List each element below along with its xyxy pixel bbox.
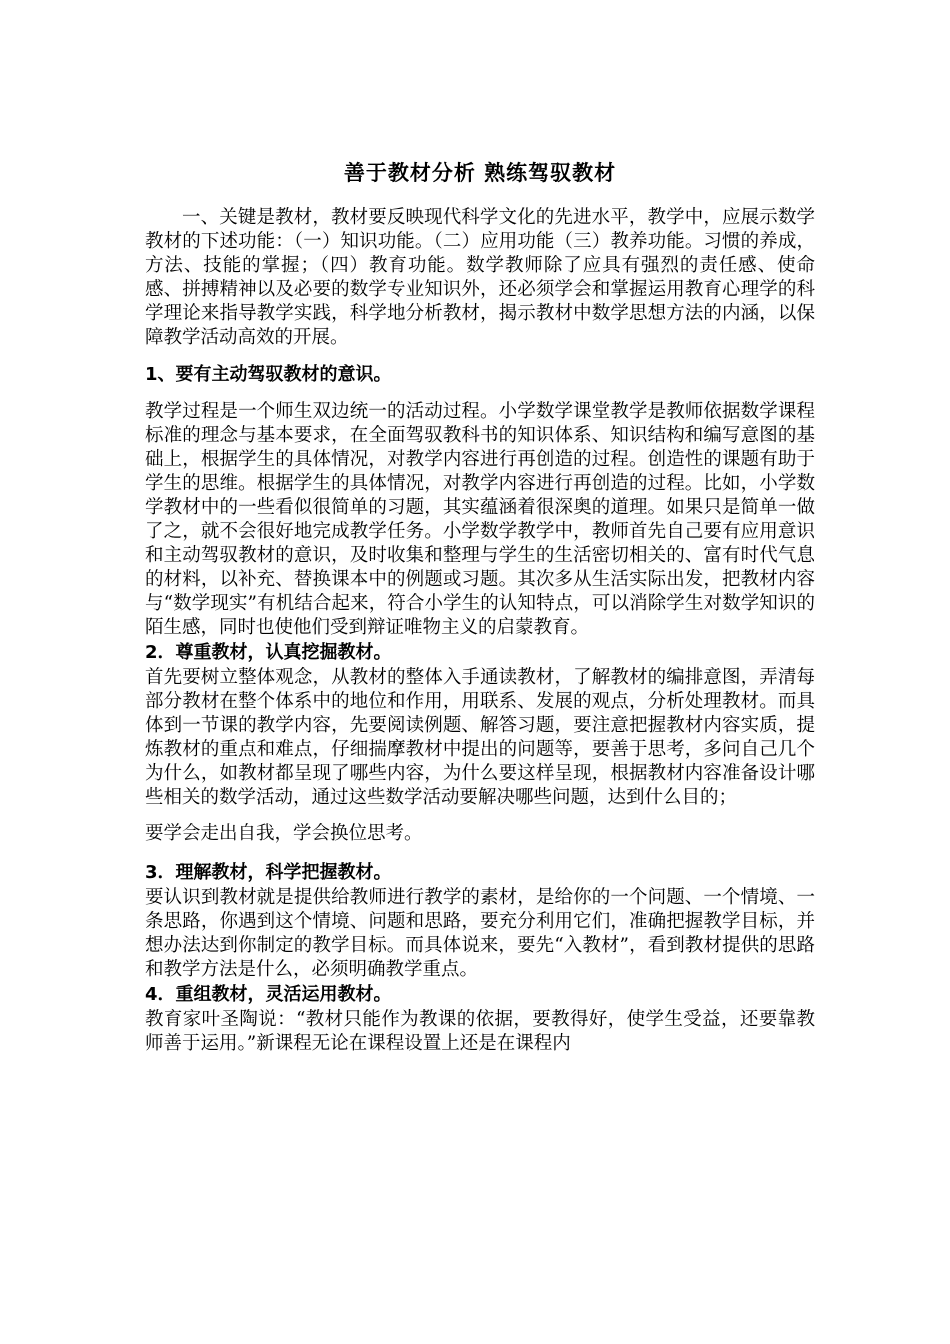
- section-2-paragraph: 首先要树立整体观念，从教材的整体入手通读教材，了解教材的编排意图，弄清每部分教材在整个体系中的地位和作用，用联系、发展的观点，分析处理教材。而具体到一节课的教学内容，先要阅读例题、解答习题，要注意把握教材内容实质，提炼教材的重点和难点，仔细揣摩教材中提出的问题等，要善于思考，多问自己几个为什么，如教材都呈现了哪些内容，为什么要这样呈现，根据教材内容准备设计哪些相关的数学活动，通过这些数学活动要解决哪些问题，达到什么目的；: [145, 667, 815, 808]
- section-heading-3: 3．理解教材，科学把握教材。: [145, 862, 392, 883]
- section-2-closing-paragraph: 要学会走出自我，学会换位思考。: [145, 823, 423, 844]
- document-title: 善于教材分析 熟练驾驭教材: [343, 161, 617, 185]
- section-heading-4: 4．重组教材，灵活运用教材。: [145, 984, 392, 1005]
- section-4-paragraph: 教育家叶圣陶说：“教材只能作为教课的依据，要教得好，使学生受益，还要靠教师善于运用。”新课程无论在课程设置上还是在课程内: [145, 1009, 815, 1054]
- intro-paragraph: 一、关键是教材，教材要反映现代科学文化的先进水平，教学中，应展示数学教材的下述功能：（一）知识功能。（二）应用功能（三）教养功能。习惯的养成，方法、技能的掌握；（四）教育功能。数学教师除了应具有强烈的责任感、使命感、拼搏精神以及必要的数学专业知识外，还必须学会和掌握运用教育心理学的科学理论来指导教学实践，科学地分析教材，揭示教材中数学思想方法的内涵，以保障教学活动高效的开展。: [145, 207, 815, 348]
- section-1-paragraph: 教学过程是一个师生双边统一的活动过程。小学数学课堂教学是教师依据数学课程标准的理念与基本要求，在全面驾驭教科书的知识体系、知识结构和编写意图的基础上，根据学生的具体情况，对教学内容进行再创造的过程。创造性的课题有助于学生的思维。根据学生的具体情况，对教学内容进行再创造的过程。比如，小学数学教材中的一些看似很简单的习题，其实蕴涵着很深奥的道理。如果只是简单一做了之，就不会很好地完成教学任务。小学数学教学中，教师首先自己要有应用意识和主动驾驭教材的意识，及时收集和整理与学生的生活密切相关的、富有时代气息的材料，以补充、替换课本中的例题或习题。其次多从生活实际出发，把教材内容与“数学现实”有机结合起来，符合小学生的认知特点，可以消除学生对数学知识的陌生感，同时也使他们受到辩证唯物主义的启蒙教育。: [145, 401, 815, 638]
- section-heading-2: 2．尊重教材，认真挖掘教材。: [145, 642, 392, 663]
- document-page: [145, 158, 815, 1056]
- section-heading-1: 1、要有主动驾驭教材的意识。: [145, 364, 392, 385]
- section-3-paragraph: 要认识到教材就是提供给教师进行教学的素材，是给你的一个问题、一个情境、一条思路，你遇到这个情境、问题和思路，要充分利用它们，准确把握教学目标，并想办法达到你制定的教学目标。而具体说来，要先“入教材”，看到教材提供的思路和教学方法是什么，必须明确教学重点。: [145, 887, 815, 980]
